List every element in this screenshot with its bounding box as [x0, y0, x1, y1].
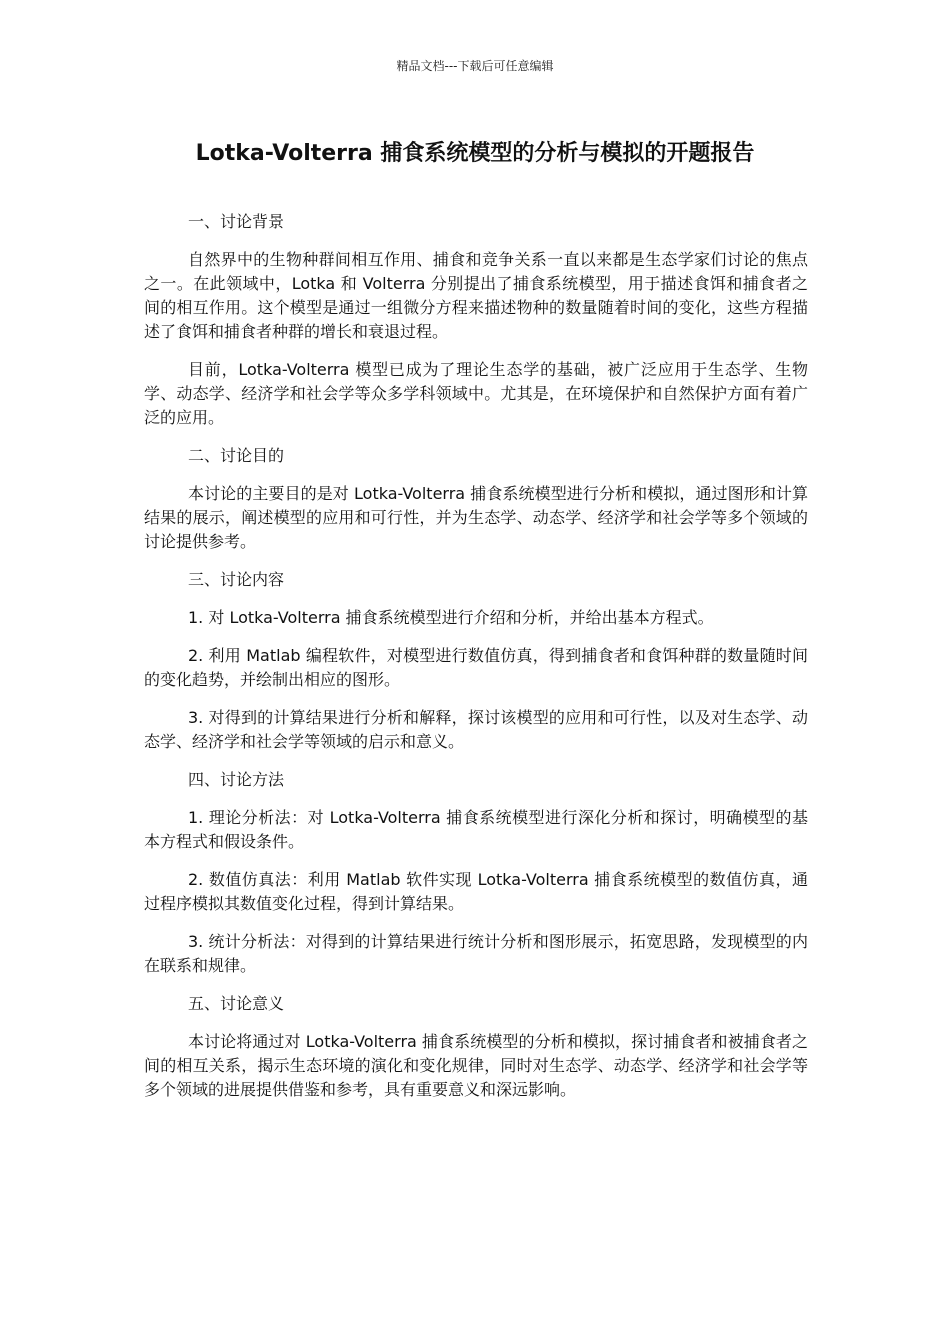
paragraph: 本讨论的主要目的是对 Lotka-Volterra 捕食系统模型进行分析和模拟，通过图形和计算结果的展示，阐述模型的应用和可行性，并为生态学、动态学、经济学和社会学等多个领域的讨论提供参考。	[144, 484, 808, 551]
section-heading-background: 一、讨论背景	[188, 212, 285, 231]
list-item: 3. 对得到的计算结果进行分析和解释，探讨该模型的应用和可行性，以及对生态学、动态学、经济学和社会学等领域的启示和意义。	[144, 708, 808, 751]
section-heading-methods: 四、讨论方法	[188, 770, 285, 789]
list-item: 1. 理论分析法：对 Lotka-Volterra 捕食系统模型进行深化分析和探讨，明确模型的基本方程式和假设条件。	[144, 808, 808, 851]
list-item: 2. 利用 Matlab 编程软件，对模型进行数值仿真，得到捕食者和食饵种群的数量随时间的变化趋势，并绘制出相应的图形。	[144, 646, 808, 689]
paragraph: 目前，Lotka-Volterra 模型已成为了理论生态学的基础，被广泛应用于生态学、生物学、动态学、经济学和社会学等众多学科领域中。尤其是，在环境保护和自然保护方面有着广泛的应用。	[144, 360, 808, 427]
list-item: 1. 对 Lotka-Volterra 捕食系统模型进行介绍和分析，并给出基本方程式。	[188, 608, 714, 627]
list-item: 3. 统计分析法：对得到的计算结果进行统计分析和图形展示，拓宽思路，发现模型的内在联系和规律。	[144, 932, 808, 975]
paragraph: 自然界中的生物种群间相互作用、捕食和竞争关系一直以来都是生态学家们讨论的焦点之一。在此领域中，Lotka 和 Volterra 分别提出了捕食系统模型，用于描述食饵和捕食者之间的相互作用。这个模型是通过一组微分方程来描述物种的数量随着时间的变化，这些方程描述了食饵和捕食者种群的增长和衰退过程。	[144, 250, 808, 341]
page-header: 精品文档---下载后可任意编辑	[396, 59, 554, 73]
section-heading-significance: 五、讨论意义	[188, 994, 285, 1013]
document-body	[144, 210, 808, 1116]
document-title: Lotka-Volterra 捕食系统模型的分析与模拟的开题报告	[195, 141, 755, 166]
paragraph: 本讨论将通过对 Lotka-Volterra 捕食系统模型的分析和模拟，探讨捕食者和被捕食者之间的相互关系，揭示生态环境的演化和变化规律，同时对生态学、动态学、经济学和社会学等多个领域的进展提供借鉴和参考，具有重要意义和深远影响。	[144, 1032, 808, 1099]
section-heading-content: 三、讨论内容	[188, 570, 285, 589]
section-heading-purpose: 二、讨论目的	[188, 446, 285, 465]
list-item: 2. 数值仿真法：利用 Matlab 软件实现 Lotka-Volterra 捕食系统模型的数值仿真，通过程序模拟其数值变化过程，得到计算结果。	[144, 870, 808, 913]
